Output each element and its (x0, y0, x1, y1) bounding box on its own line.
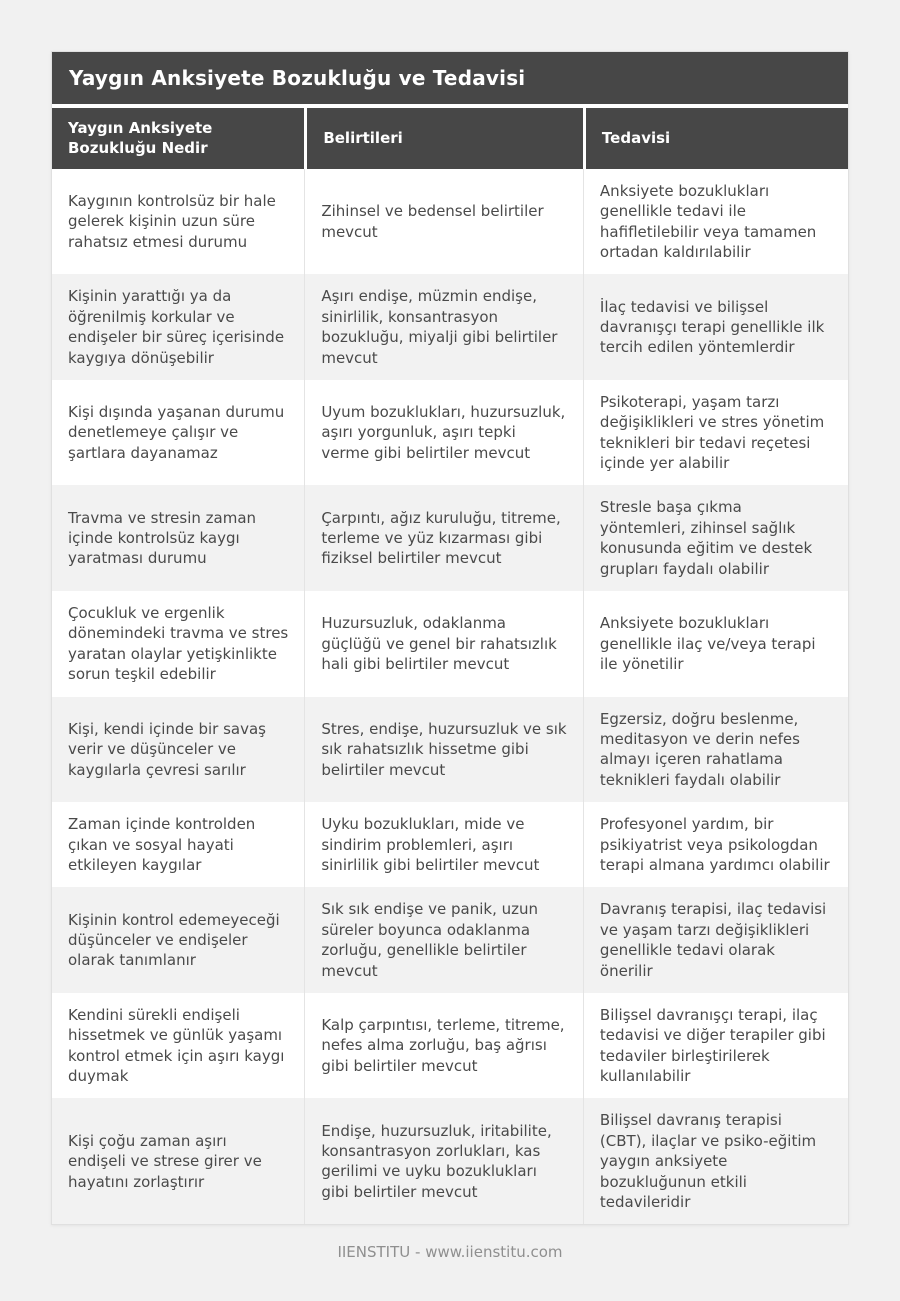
table-cell-tedavisi: Bilişsel davranış terapisi (CBT), ilaçlar ve psiko-eğitim yaygın anksiyete bozukluğunun etkili tedavileridir (583, 1098, 848, 1224)
table-header (52, 108, 848, 169)
table-row (52, 887, 848, 993)
table-card (51, 51, 849, 1225)
table-cell-nedir: Kaygının kontrolsüz bir hale gelerek kişinin uzun süre rahatsız etmesi durumu (52, 169, 304, 275)
table-row (52, 802, 848, 887)
table-cell-belirtileri: Kalp çarpıntısı, terleme, titreme, nefes alma zorluğu, baş ağrısı gibi belirtiler mevcut (304, 993, 583, 1099)
table-row (52, 697, 848, 803)
table-cell-nedir: Kişi, kendi içinde bir savaş verir ve düşünceler ve kaygılarla çevresi sarılır (52, 697, 304, 803)
table-cell-belirtileri: Stres, endişe, huzursuzluk ve sık sık rahatsızlık hissetme gibi belirtiler mevcut (304, 697, 583, 803)
table-cell-tedavisi: İlaç tedavisi ve bilişsel davranışçı terapi genellikle ilk tercih edilen yöntemlerdir (583, 274, 848, 380)
table-cell-tedavisi: Anksiyete bozuklukları genellikle ilaç ve/veya terapi ile yönetilir (583, 591, 848, 697)
table-cell-tedavisi: Egzersiz, doğru beslenme, meditasyon ve derin nefes almayı içeren rahatlama teknikleri faydalı olabilir (583, 697, 848, 803)
table-cell-belirtileri: Aşırı endişe, müzmin endişe, sinirlilik, konsantrasyon bozukluğu, miyalji gibi belirtiler mevcut (304, 274, 583, 380)
table-cell-nedir: Kişi çoğu zaman aşırı endişeli ve strese girer ve hayatını zorlaştırır (52, 1098, 304, 1224)
table-cell-belirtileri: Uyum bozuklukları, huzursuzluk, aşırı yorgunluk, aşırı tepki verme gibi belirtiler mevcut (304, 380, 583, 486)
table-row (52, 993, 848, 1099)
table-cell-nedir: Çocukluk ve ergenlik dönemindeki travma ve stres yaratan olaylar yetişkinlikte sorun teşkil edebilir (52, 591, 304, 697)
table-cell-tedavisi: Stresle başa çıkma yöntemleri, zihinsel sağlık konusunda eğitim ve destek grupları faydalı olabilir (583, 485, 848, 591)
table-cell-tedavisi: Psikoterapi, yaşam tarzı değişiklikleri ve stres yönetim teknikleri bir tedavi reçetesi içinde yer alabilir (583, 380, 848, 486)
table-row (52, 485, 848, 591)
table-cell-nedir: Kendini sürekli endişeli hissetmek ve günlük yaşamı kontrol etmek için aşırı kaygı duymak (52, 993, 304, 1099)
table-cell-belirtileri: Sık sık endişe ve panik, uzun süreler boyunca odaklanma zorluğu, genellikle belirtiler mevcut (304, 887, 583, 993)
column-header-belirtileri: Belirtileri (304, 108, 583, 169)
table-cell-nedir: Kişi dışında yaşanan durumu denetlemeye çalışır ve şartlara dayanamaz (52, 380, 304, 486)
table-cell-belirtileri: Huzursuzluk, odaklanma güçlüğü ve genel bir rahatsızlık hali gibi belirtiler mevcut (304, 591, 583, 697)
table-cell-tedavisi: Bilişsel davranışçı terapi, ilaç tedavisi ve diğer terapiler gibi tedaviler birleştirilerek kullanılabilir (583, 993, 848, 1099)
table-row (52, 1098, 848, 1224)
column-header-tedavisi: Tedavisi (583, 108, 848, 169)
table-cell-tedavisi: Davranış terapisi, ilaç tedavisi ve yaşam tarzı değişiklikleri genellikle tedavi olarak önerilir (583, 887, 848, 993)
table-cell-nedir: Zaman içinde kontrolden çıkan ve sosyal hayati etkileyen kaygılar (52, 802, 304, 887)
table-cell-nedir: Kişinin yarattığı ya da öğrenilmiş korkular ve endişeler bir süreç içerisinde kaygıya dönüşebilir (52, 274, 304, 380)
footer-credit: IIENSTITU - www.iienstitu.com (337, 1243, 563, 1262)
table-cell-belirtileri: Çarpıntı, ağız kuruluğu, titreme, terleme ve yüz kızarması gibi fiziksel belirtiler mevcut (304, 485, 583, 591)
table-cell-belirtileri: Zihinsel ve bedensel belirtiler mevcut (304, 169, 583, 275)
page-title: Yaygın Anksiyete Bozukluğu ve Tedavisi (52, 52, 848, 104)
table-cell-belirtileri: Uyku bozuklukları, mide ve sindirim problemleri, aşırı sinirlilik gibi belirtiler mevcut (304, 802, 583, 887)
table-header-row (52, 108, 848, 169)
table-cell-belirtileri: Endişe, huzursuzluk, iritabilite, konsantrasyon zorlukları, kas gerilimi ve uyku bozuklukları gibi belirtiler mevcut (304, 1098, 583, 1224)
table-body (52, 169, 848, 1225)
table-cell-nedir: Kişinin kontrol edemeyeceği düşünceler ve endişeler olarak tanımlanır (52, 887, 304, 993)
table-row (52, 591, 848, 697)
table-row (52, 274, 848, 380)
table-row (52, 169, 848, 275)
column-header-nedir: Yaygın Anksiyete Bozukluğu Nedir (52, 108, 304, 169)
anxiety-table (52, 108, 848, 1224)
table-cell-nedir: Travma ve stresin zaman içinde kontrolsüz kaygı yaratması durumu (52, 485, 304, 591)
table-row (52, 380, 848, 486)
table-cell-tedavisi: Anksiyete bozuklukları genellikle tedavi ile hafifletilebilir veya tamamen ortadan kaldırılabilir (583, 169, 848, 275)
table-cell-tedavisi: Profesyonel yardım, bir psikiyatrist veya psikologdan terapi almana yardımcı olabilir (583, 802, 848, 887)
